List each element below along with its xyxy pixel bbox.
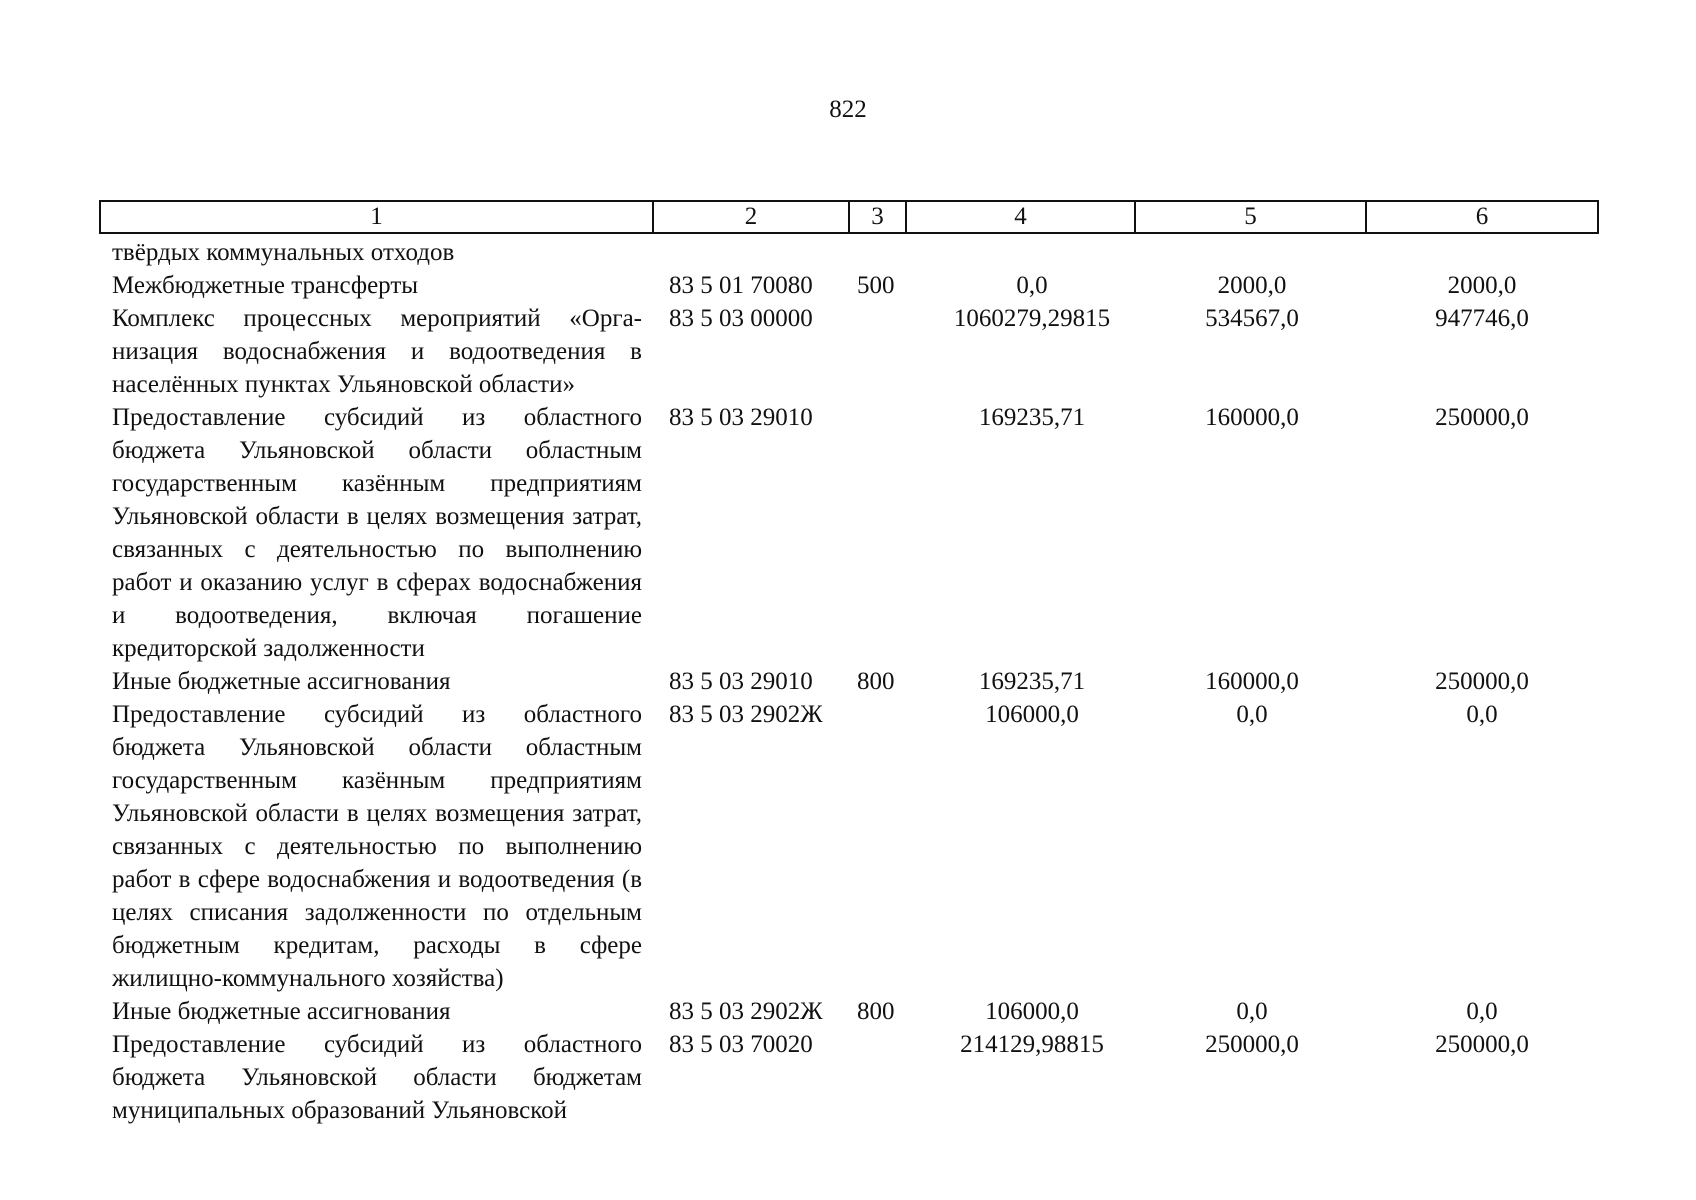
row-value-6: 947746,0	[1435, 305, 1529, 332]
row-value-6: 250000,0	[1435, 404, 1529, 431]
row-name: Иные бюджетные ассигнования	[112, 668, 451, 695]
row-type: 800	[857, 998, 895, 1025]
row-code: 83 5 03 29010	[669, 668, 813, 695]
row-value-4: 169235,71	[978, 404, 1086, 431]
row-name: Предоставление субсидий из областного бюджета Ульяновской области областным государственным казённым предприятиям Ульяновской области в целях возмещения затрат, связанных с деятельностью по выполнению работ и оказанию услуг в сферах водоснабжения и водоотведения, включая погашение кредиторской задолженности	[112, 404, 642, 662]
table-row	[112, 401, 1602, 665]
column-header-3: 3	[849, 201, 906, 233]
table-row	[112, 698, 1602, 995]
row-code: 83 5 03 2902Ж	[669, 998, 823, 1025]
page-number: 822	[829, 96, 867, 123]
table-row	[112, 269, 1602, 302]
table-row	[112, 1028, 1602, 1127]
column-header-table	[99, 200, 1599, 234]
row-value-6: 250000,0	[1435, 1031, 1529, 1058]
row-code: 83 5 03 70020	[669, 1031, 813, 1058]
row-value-5: 0,0	[1236, 701, 1268, 728]
row-value-5: 2000,0	[1217, 272, 1287, 299]
column-header-2: 2	[653, 201, 849, 233]
row-value-4: 106000,0	[985, 701, 1079, 728]
row-type: 800	[857, 668, 895, 695]
table-row	[112, 236, 1602, 269]
column-header-4: 4	[906, 201, 1135, 233]
row-value-6: 250000,0	[1435, 668, 1529, 695]
row-value-6: 2000,0	[1447, 272, 1517, 299]
row-code: 83 5 01 70080	[669, 272, 813, 299]
row-value-4: 0,0	[1016, 272, 1048, 299]
row-value-6: 0,0	[1466, 701, 1498, 728]
table-body	[112, 236, 1602, 1127]
row-code: 83 5 03 2902Ж	[669, 701, 823, 728]
row-value-5: 160000,0	[1205, 668, 1299, 695]
row-value-6: 0,0	[1466, 998, 1498, 1025]
column-header-5: 5	[1135, 201, 1366, 233]
row-name: твёрдых коммунальных отходов	[112, 239, 455, 266]
row-value-5: 0,0	[1236, 998, 1268, 1025]
column-header-row	[100, 201, 1598, 233]
row-name: Иные бюджетные ассигнования	[112, 998, 451, 1025]
table-row	[112, 995, 1602, 1028]
row-name: Предоставление субсидий из областного бюджета Ульяновской области областным государственным казённым предприятиям Ульяновской области в целях возмещения затрат, связанных с деятельностью по выполнению работ в сфере водоснабжения и водоотведения (в целях списания задолженности по отдельным бюджетным кредитам, расходы в сфере жилищно-коммунального хозяйства)	[112, 701, 642, 992]
row-value-5: 160000,0	[1205, 404, 1299, 431]
row-name: Комплекс процессных мероприятий «Организация водоснабжения и водоотведения в населённых пунктах Ульяновской области»	[112, 305, 642, 398]
row-name: Межбюджетные трансферты	[112, 272, 419, 299]
row-value-5: 250000,0	[1205, 1031, 1299, 1058]
row-value-4: 214129,98815	[960, 1031, 1104, 1058]
row-name: Предоставление субсидий из областного бюджета Ульяновской области бюджетам муниципальных образований Ульяновской	[112, 1031, 642, 1124]
column-header-1: 1	[100, 201, 653, 233]
row-value-4: 1060279,29815	[953, 305, 1111, 332]
row-code: 83 5 03 00000	[669, 305, 813, 332]
column-header-6: 6	[1366, 201, 1598, 233]
row-value-5: 534567,0	[1205, 305, 1299, 332]
row-type: 500	[857, 272, 895, 299]
table-row	[112, 302, 1602, 401]
row-code: 83 5 03 29010	[669, 404, 813, 431]
table-row	[112, 665, 1602, 698]
row-value-4: 169235,71	[978, 668, 1086, 695]
row-value-4: 106000,0	[985, 998, 1079, 1025]
